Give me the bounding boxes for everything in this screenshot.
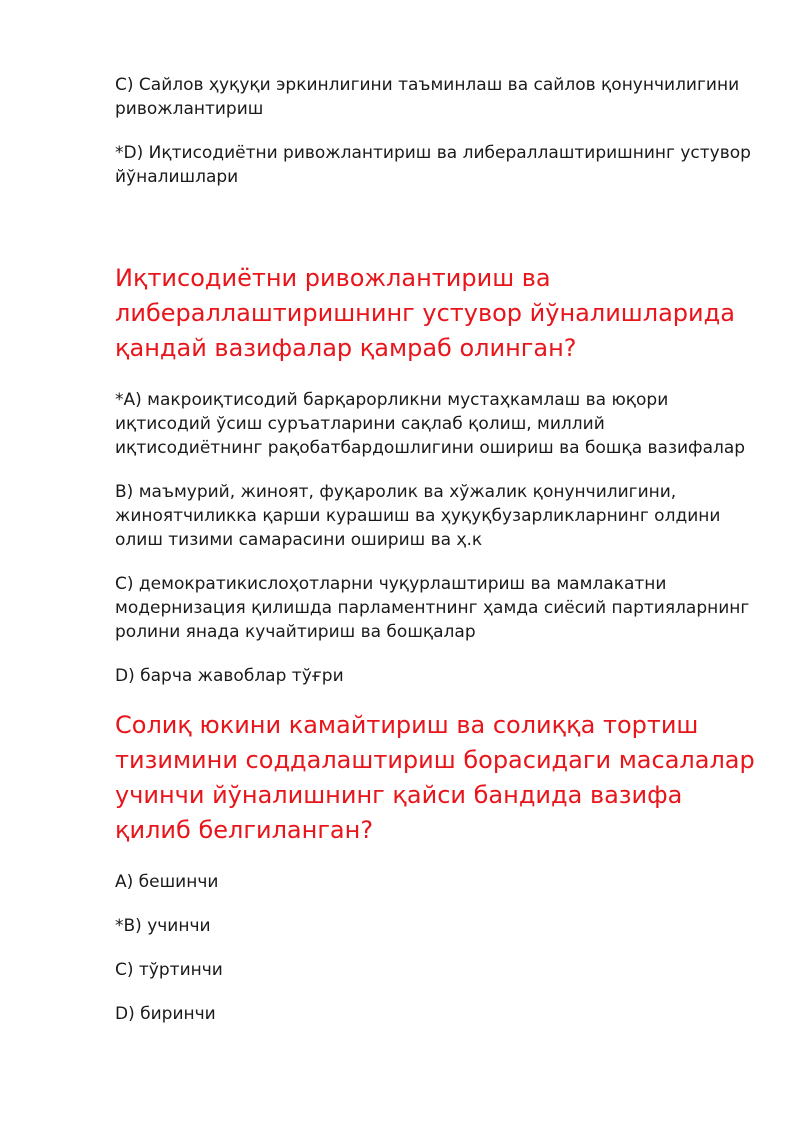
answer-option-c: C) Сайлов ҳуқуқи эркинлигини таъминлаш ва сайлов қонунчилигини ривожлантириш bbox=[115, 75, 740, 119]
answer-option-c: C) демократикислоҳотларни чуқурлаштириш ва мамлакатни модернизация қилишда парламентнинг ҳамда сиёсий партияларнинг ролини янада кучайтириш ва бошқалар bbox=[115, 574, 750, 642]
spacer bbox=[115, 209, 755, 261]
answer-option-a: A) бешинчи bbox=[115, 872, 219, 892]
answer-option-c: C) тўртинчи bbox=[115, 960, 223, 980]
answer-option-d: D) биринчи bbox=[115, 1004, 216, 1024]
answer-option-b: B) маъмурий, жиноят, фуқаролик ва хўжалик қонунчилигини, жиноятчиликка қарши курашиш ва ҳуқуқбузарликларнинг олдини олиш тизими самарасини ошириш ва ҳ.к bbox=[115, 482, 721, 550]
answer-option-a: *A) макроиқтисодий барқарорликни мустаҳкамлаш ва юқори иқтисодий ўсиш суръатларини сақлаб қолиш, миллий иқтисодиётнинг рақобатбардошлигини ошириш ва бошқа вазифалар bbox=[115, 390, 746, 458]
answer-option-d: *D) Иқтисодиётни ривожлантириш ва либераллаштиришнинг устувор йўналишлари bbox=[115, 143, 751, 187]
question-heading: Солиқ юкини камайтириш ва солиққа тортиш тизимини соддалаштириш борасидаги масалалар учинчи йўналишнинг қайси бандида вазифа қилиб белгиланган? bbox=[115, 711, 755, 844]
answer-option-d: D) барча жавоблар тўғри bbox=[115, 666, 344, 686]
question-heading: Иқтисодиётни ривожлантириш ва либераллаштиришнинг устувор йўналишларида қандай вазифалар қамраб олинган? bbox=[115, 264, 735, 362]
answer-option-b: *B) учинчи bbox=[115, 916, 211, 936]
document-page bbox=[115, 73, 755, 1046]
